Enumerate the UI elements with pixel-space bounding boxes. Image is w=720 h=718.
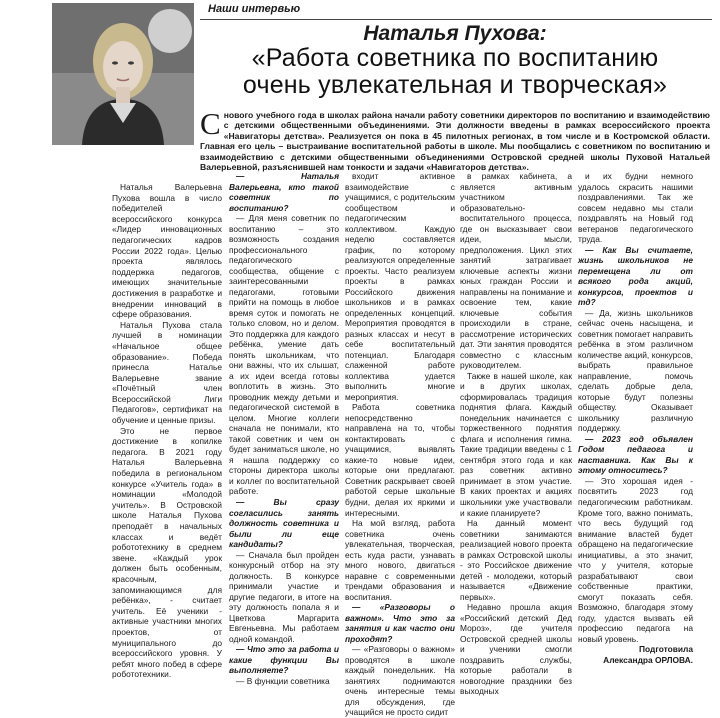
headline-line-2: очень увлекательная и творческая» bbox=[242, 71, 668, 99]
sidebar-paragraph: Это не первое достижение в копилке педагога. В 2021 году Наталья Валерьевна победила в региональном конкурсе «Учитель года» в номинации «Молодой учитель». В Островской школе Наталья Пухова преподаёт в начальных классах и ведёт робототехнику в среднем звене. «Каждый урок должен быть особенным, красочным, запоминающимся для ребёнка», - считает учитель. Её ученики - активные участники многих проектов, от муниципального до всероссийского уровня. У ребят много побед в сфере робототехники. bbox=[112, 425, 222, 680]
dropcap-letter: С bbox=[200, 106, 221, 141]
question: — 2023 год объявлен Годом педагога и наставника. Как Вы к этому относитесь? bbox=[578, 433, 693, 476]
portrait-photo bbox=[52, 3, 194, 145]
answer: Работа советника непосредственно направлена на то, чтобы контактировать с учащимися, выявлять какие-то новые идеи, которые они предлагают. Советник раскрывает своей работой серые школьные будни, делая их яркими и интересными. bbox=[345, 402, 455, 518]
answer: — «Разговоры о важном» проводятся в школе каждый понедельник. На занятиях поднимаются очень интересные темы для обсуждения, где учащийся не просто сидит bbox=[345, 644, 455, 718]
question: — Наталья Валерьевна, кто такой советник по воспитанию? bbox=[229, 171, 339, 213]
answer: — В функции советника bbox=[236, 675, 330, 686]
answer: Также в нашей школе, как и в других школах, сформировалась традиция поднятия флага. Каждый понедельник начинается с торжественного поднятия флага и исполнения гимна. Такие традиции введены с 1 сентября этого года и как раз советник активно принимает в этом участие. В каких проектах и акциях школьники уже участвовали и какие планируете? bbox=[460, 370, 572, 518]
answer: — Да, жизнь школьников сейчас очень насыщена, и советник помогает направить ребёнка в этом различном количестве акций, конкурсов, выбрать правильное направление, помочь сделать добрые дела, которые будут полезны обществу. Оказывает школьнику различную поддержку. bbox=[578, 307, 693, 434]
headline-line-1: «Работа советника по воспитанию bbox=[251, 44, 659, 72]
lead-paragraph bbox=[200, 106, 710, 173]
question: — Как Вы считаете, жизнь школьников не перемещена ли от всякого рода акций, конкурсов, проектов и тд? bbox=[578, 244, 693, 308]
text-column-3 bbox=[460, 171, 572, 697]
interviewee-name: Наталья Пухова: bbox=[363, 22, 547, 45]
answer: в рамках кабинета, а является активным участником образовательно-воспитательного процесса, где он высказывает свои идеи, мысли, предположения. Цикл этих занятий затрагивает ключевые аспекты жизни юных граждан России и направлены на понимание и освоение тем, какие ключевые события происходили в стране, рассмотрение исторических дат. Эти занятия проводятся совместно с классным руководителем. bbox=[460, 171, 572, 371]
lead-text: нового учебного года в школах района начали работу советники директоров по воспитанию и взаимодействию с детскими общественными объединениями. Эти должности введены в рамках всероссийского проекта «Навигаторы детства». Реализуется он пока в 45 пилотных регионах, в том числе и в Костромской области. Главная его цель – выстраивание воспитательной работы в школе. Мы пообщались с советником по воспитанию и взаимодействию с детскими общественными объединениями Островской средней школы Пуховой Натальей Валерьевной, разъяснившей нам тонкости и задачи «Навигаторов детства». bbox=[200, 110, 710, 173]
sidebar-paragraph: Наталья Валерьевна Пухова вошла в число победителей всероссийского конкурса «Лидер инновационных педагогических кадров России 2022 года». Целью проекта являлось поддержка педагогов, имеющих значительные достижения в разработке и внедрении инноваций в сфере образования. bbox=[112, 182, 222, 320]
answer: — Для меня советник по воспитанию – это возможность создания профессионального педагогического сообщества, общение с заинтересованными педагогами, готовыми прийти на помощь в любое время суток и помогать не только словом, но и делом. Это поддержка для каждого ребёнка, умение дать понять школьникам, что они важны, что их слышат, а их идеи всегда готовы воплотить в жизнь. Это проводник между детьми и педагогической системой в целом. Многие коллеги сначала не понимали, кто такой советник и чем он будет заниматься школе, но я нашла поддержку со стороны директора школы и коллег по воспитательной работе. bbox=[229, 213, 339, 497]
answer: — Это хорошая идея - посвятить 2023 год педагогическим работникам. Кроме того, важно понимать, что весь будущий год внимание властей будет обращено на педагогические инициативы, а это значит, что у учителя, которые разрабатывают свои собственные практики, смогут показать себя. Возможно, благодаря этому году, удастся вызвать ей профессию педагога на новый уровень. bbox=[578, 475, 693, 644]
article-title bbox=[205, 22, 705, 99]
answer: и их будни немного удалось скрасить нашими поздравлениями. Так же совсем недавно мы стали поздравлять на Новый год ветеранов педагогического труда. bbox=[578, 171, 693, 245]
question: — Вы сразу согласились занять должность советника и были ли еще кандидаты? bbox=[229, 496, 339, 550]
text-column-1 bbox=[229, 171, 339, 686]
question: — «Разговоры о важном». Что это за занятия и как часто они проходят? bbox=[345, 602, 455, 644]
author-name: Александра ОРЛОВА. bbox=[603, 654, 693, 665]
answer: На данный момент советники занимаются реализацией нового проекта в рамках Островской школы - это Российское движение детей - молодежи, который называется «Движение первых». bbox=[460, 518, 572, 602]
author-credit-label: Подготовила bbox=[638, 644, 693, 655]
answer: — Сначала был пройден конкурсный отбор на эту должность. В конкурсе принимали участие и другие педагоги, в итоге на эту должность попала я и Цветкова Маргарита Евгеньевна. Мы работаем одной командой. bbox=[229, 549, 339, 644]
answer: Недавно прошла акция «Российский детский Дед Мороз», где учителя Островской средней школы и ученики смогли поздравить службы, которые работали в новогодние праздники без выходных bbox=[460, 602, 572, 697]
text-column-2 bbox=[345, 171, 455, 718]
sidebar-paragraph: Наталья Пухова стала лучшей в номинации «Начальное общее образование». Победа принесла Наталье Валерьевне звание «Почётный член Всероссийской Лиги Педагогов», сертификат на обучение и ценные призы. bbox=[112, 319, 222, 426]
rubric-divider bbox=[200, 19, 712, 20]
sidebar-bio bbox=[112, 182, 222, 680]
text-column-4 bbox=[578, 171, 693, 665]
answer: На мой взгляд, работа советника очень увлекательная, творческая, есть куда расти, узнавать много нового, двигаться наравне с современными трендами образования и воспитания. bbox=[345, 518, 455, 602]
rubric-label: Наши интервью bbox=[208, 3, 301, 15]
question: — Что это за работа и какие функции Вы выполняете? bbox=[229, 644, 339, 676]
answer: входит активное взаимодействие с учащимися, с родительским сообществом и педагогическим коллективом. Каждую неделю составляется график, по которому реализуются определенные проекты. Часто реализуем проекты в рамках Российского движения школьников и в рамках определенных концепций. Мероприятия проводятся в разных классах и несут в себе воспитательный потенциал. Благодаря слаженной работе коллектива удается выполнить многие мероприятия. bbox=[345, 171, 455, 402]
